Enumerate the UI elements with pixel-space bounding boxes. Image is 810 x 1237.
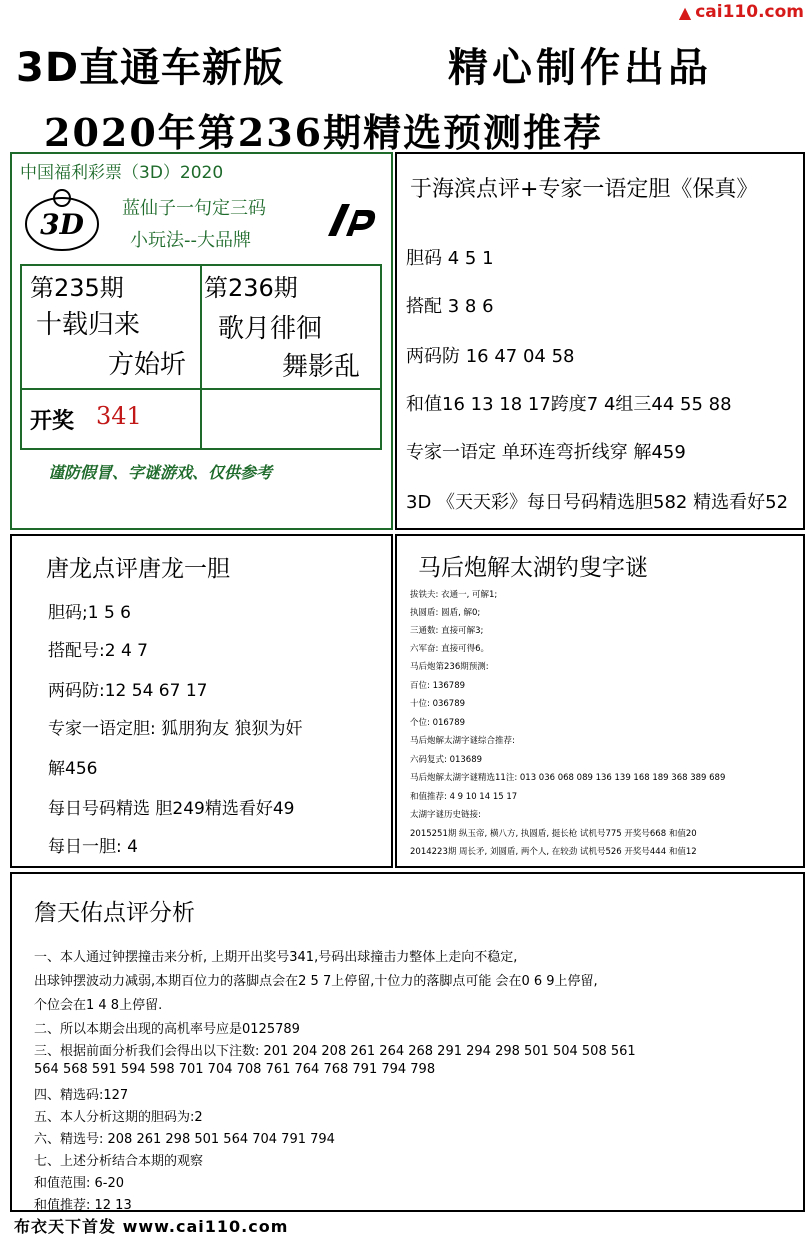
mahou-line: 三通数: 直接可解3; — [410, 626, 484, 636]
prev-riddle-line-1: 十载归来 — [36, 310, 141, 340]
prev-issue-label: 第235期 — [30, 274, 124, 302]
zhantianyou-line: 二、所以本期会出现的高机率号应是0125789 — [34, 1022, 300, 1037]
mahou-line: 拔铁夫: 衣通一, 可解1; — [410, 590, 498, 600]
yuhaibin-line: 两码防 16 47 04 58 — [406, 346, 575, 367]
zhantianyou-line: 七、上述分析结合本期的观察 — [34, 1154, 204, 1169]
prev-riddle-line-2: 方始圻 — [108, 350, 187, 380]
issue-title: 2020年第236期精选预测推荐 — [44, 110, 604, 155]
mahou-title: 马后炮解太湖钓叟字谜 — [418, 555, 648, 581]
lottery-slogan-2: 小玩法--大品牌 — [130, 230, 251, 251]
mahou-line: 和值推荐: 4 9 10 14 15 17 — [410, 792, 518, 802]
site-logo-text: cai110.com — [695, 2, 804, 22]
mahou-line: 十位: 036789 — [410, 699, 466, 709]
yuhaibin-line: 搭配 3 8 6 — [406, 296, 494, 317]
header-slogan: 精心制作出品 — [448, 45, 712, 91]
mahou-line: 2015251期 纵玉帝, 横八方, 执圆盾, 挺长枪 试机号775 开奖号668 和值20 — [410, 829, 697, 839]
lottery-disclaimer: 谨防假冒、字谜游戏、仅供参考 — [48, 463, 273, 482]
yuhaibin-line: 3D 《天天彩》每日号码精选胆582 精选看好52 — [406, 492, 789, 513]
tanglong-line: 胆码;1 5 6 — [48, 603, 131, 623]
draw-value: 341 — [96, 402, 142, 430]
yuhaibin-line: 和值16 13 18 17跨度7 4组三44 55 88 — [406, 394, 732, 415]
tanglong-line: 每日一胆: 4 — [48, 837, 138, 857]
tanglong-title: 唐龙点评唐龙一胆 — [46, 556, 230, 582]
tanglong-line: 专家一语定胆: 狐朋狗友 狼狈为奸 — [48, 719, 303, 739]
tanglong-line: 两码防:12 54 67 17 — [48, 681, 208, 701]
cur-riddle-line-2: 舞影乱 — [282, 352, 361, 382]
mahou-line: 马后炮第236期预测: — [410, 662, 489, 672]
tanglong-line: 搭配号:2 4 7 — [48, 641, 148, 661]
zhantianyou-line: 出球钟摆波动力减弱,本期百位力的落脚点会在2 5 7上停留,十位力的落脚点可能 会在0 6 9上停留, — [34, 974, 598, 989]
mahou-line: 马后炮解太湖字谜精选11注: 013 036 068 089 136 139 168 189 368 389 689 — [410, 773, 726, 783]
lottery-slogan-1: 蓝仙子一句定三码 — [122, 198, 266, 219]
zhantianyou-line: 564 568 591 594 598 701 704 708 761 764 768 791 794 798 — [34, 1062, 436, 1077]
lottery-3d-logo-text: 3D — [40, 208, 84, 241]
cur-issue-label: 第236期 — [204, 274, 298, 302]
site-logo-mark-icon: ▲ — [678, 2, 692, 22]
zhantianyou-line: 个位会在1 4 8上停留. — [34, 998, 163, 1013]
mahou-line: 马后炮解太湖字谜综合推荐: — [410, 736, 515, 746]
zhantianyou-line: 三、根据前面分析我们会得出以下注数: 201 204 208 261 264 268 291 294 298 501 504 508 561 — [34, 1044, 636, 1059]
tanglong-line: 每日号码精选 胆249精选看好49 — [48, 799, 295, 819]
mahou-line: 太湖字谜历史链接: — [410, 810, 481, 820]
draw-label: 开奖 — [30, 409, 75, 434]
mahou-line: 六码复式: 013689 — [410, 755, 483, 765]
header-title: 3D直通车新版 — [16, 45, 285, 91]
zhantianyou-line: 一、本人通过钟摆撞击来分析, 上期开出奖号341,号码出球撞击力整体上走向不稳定, — [34, 950, 518, 965]
mahou-line: 百位: 136789 — [410, 681, 466, 691]
zhantianyou-line: 和值范围: 6-20 — [34, 1176, 125, 1191]
zhantianyou-line: 六、精选号: 208 261 298 501 564 704 791 794 — [34, 1132, 335, 1147]
mahou-line: 2014223期 周长矛, 刘圆盾, 两个人, 在较劲 试机号526 开奖号444 和值12 — [410, 847, 697, 857]
zhantianyou-title: 詹天佑点评分析 — [34, 900, 195, 926]
mahou-line: 执圆盾: 圆盾, 解0; — [410, 608, 481, 618]
yuhaibin-panel — [395, 152, 805, 530]
tanglong-line: 解456 — [48, 759, 98, 779]
yuhaibin-line: 胆码 4 5 1 — [406, 248, 494, 269]
cur-riddle-line-1: 歌月徘徊 — [218, 314, 323, 344]
site-logo — [679, 2, 804, 22]
mahou-line: 个位: 016789 — [410, 718, 466, 728]
footer-text: 布衣天下首发 www.cai110.com — [14, 1217, 289, 1236]
zhantianyou-line: 四、精选码:127 — [34, 1088, 129, 1103]
yuhaibin-line: 专家一语定 单环连弯折线穿 解459 — [406, 442, 686, 463]
lottery-name: 中国福利彩票（3D）2020 — [20, 163, 224, 183]
zhantianyou-line: 和值推荐: 12 13 — [34, 1198, 132, 1213]
zhantianyou-line: 五、本人分析这期的胆码为:2 — [34, 1110, 203, 1125]
yuhaibin-title: 于海滨点评+专家一语定胆《保真》 — [410, 177, 759, 202]
welfare-lottery-icon — [320, 196, 380, 246]
mahou-line: 六军奋: 直接可得6。 — [410, 644, 489, 654]
lottery-3d-logo — [22, 186, 102, 256]
